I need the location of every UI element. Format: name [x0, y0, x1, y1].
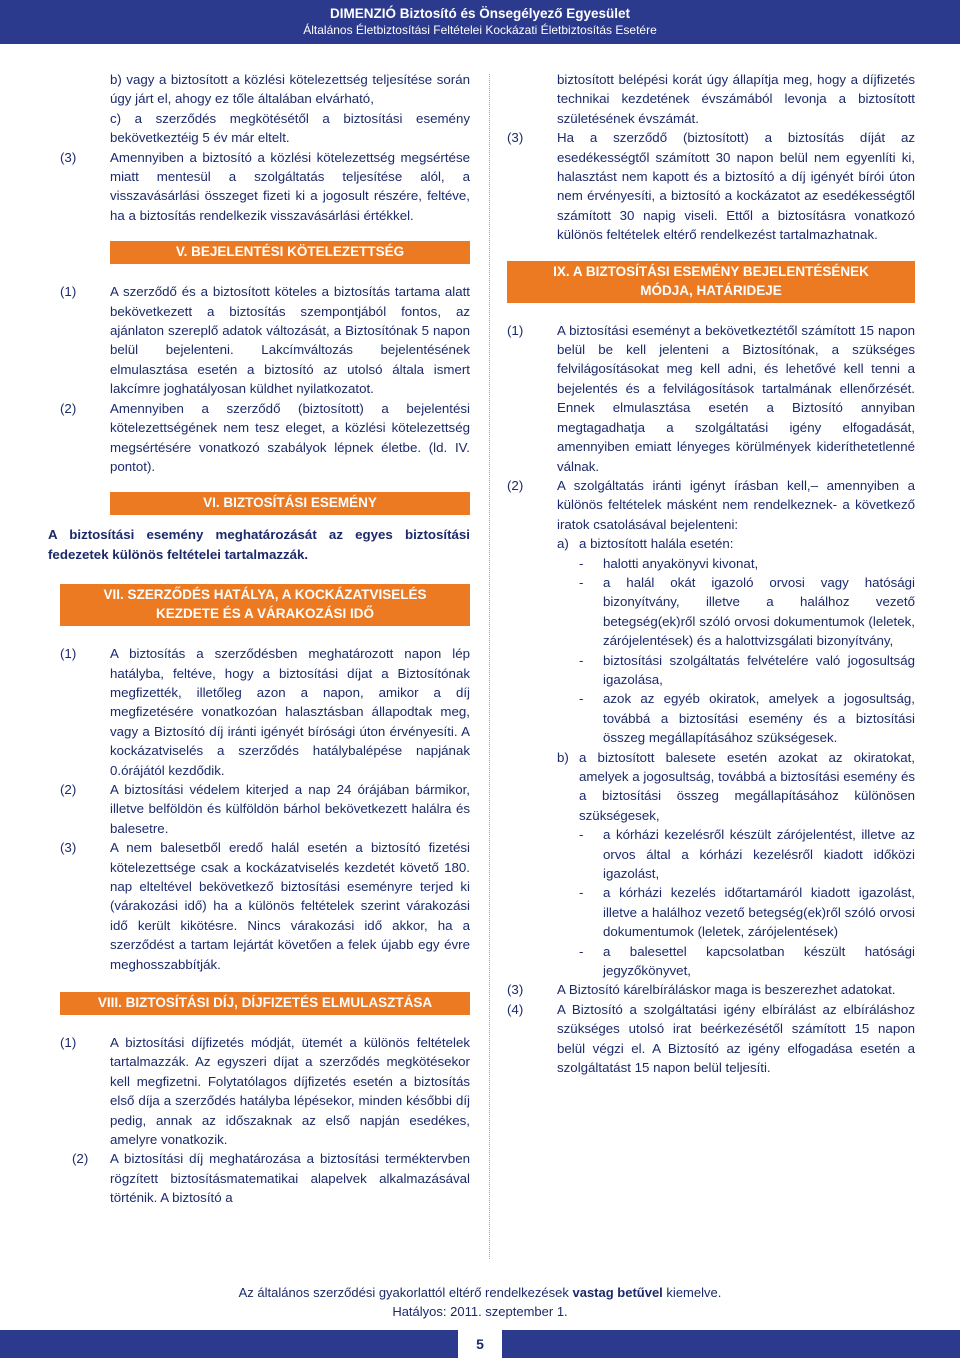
header-brand: DIMENZIÓ — [329, 6, 396, 21]
paragraph-number: (2) — [72, 1151, 89, 1167]
paragraph-number: (2) — [60, 781, 77, 797]
sec9-paragraph-3 — [507, 980, 915, 999]
list-text: halotti anyakönyvi kivonat, — [603, 555, 759, 571]
section-9-title — [507, 261, 915, 303]
dash-marker: - — [579, 827, 584, 843]
sec9-paragraph-1 — [507, 321, 915, 476]
paragraph-text: A biztosítási védelem kiterjed a nap 24 órájában bármikor, illetve belföldön és külföldön bárhol bekövetkezett halálra és balesetre. — [110, 781, 470, 836]
list-text: a kórházi kezelésről készült zárójelentést, illetve az orvos által a kórházi kezelésről kiadott időközi igazolást, — [603, 827, 915, 882]
dash-marker: - — [579, 652, 584, 668]
paragraph-number: (1) — [507, 322, 524, 338]
paragraph-cont-c: c) a szerződés megkötésétől a biztosítási esemény bekövetkeztéig 5 év már eltelt. — [110, 110, 470, 146]
page-header — [0, 0, 960, 44]
paragraph-text: Amennyiben a biztosító a közlési kötelezettség megsértése miatt mentesül a szolgáltatás teljesítése alól, a visszavásárlási összeget fizeti ki a jogosult részére, feltéve, ha a biztosítás rendelkezik visszavásárlási értékkel. — [110, 149, 470, 223]
paragraph-text: A Biztosító kárelbíráláskor maga is beszerezhet adatokat. — [557, 982, 896, 998]
paragraph-number: (1) — [60, 646, 77, 662]
list-text: a biztosított balesete esetén azokat az okiratokat, amelyek a jogosultság, továbbá a biztosítási esemény és a biztosítási összeg megállapításához különösen szükségesek, — [579, 749, 915, 823]
list-item — [579, 651, 915, 690]
list-text: a halál okát igazoló orvosi vagy hatósági bizonyítvány, illetve a halálhoz vezető betegség(ek)ről szóló orvosi dokumentumok (leletek, zárójelentések) és a halottvizsgálati bizonyítvány, — [603, 574, 915, 649]
paragraph-3 — [507, 128, 915, 244]
paragraph-number: (3) — [60, 149, 77, 165]
sec7-paragraph-1 — [60, 644, 470, 780]
dash-marker: - — [579, 555, 584, 571]
sec9-paragraph-4 — [507, 1000, 915, 1078]
paragraph-text: Amennyiben a szerződő (biztosított) a bejelentési kötelezettségének nem tesz eleget, a közlési kötelezettség megsértésére vonatkozó szabályok lépnek életbe. (ld. IV. pontot). — [110, 400, 470, 474]
paragraph-text: A biztosítási díjfizetés módját, ütemét a különös feltételek tartalmazzák. Az egyszeri díjat a szerződés megkötésekor kell megfizetni. Folytatólagos díjfizetés esetén a biztosítás első díja a szerződés hatályba lépésekor, minden későbbi díj pedig, annak az időszaknak az első napján esedékes, amelyre vonatkozik. — [110, 1035, 470, 1148]
list-text: a kórházi kezelés időtartamáról kiadott igazolást, illetve a halálhoz vezető betegség(ek)ről szóló orvosi dokumentumok (leletek, zárójelentések) — [603, 885, 915, 940]
dash-marker: - — [579, 885, 584, 901]
footer-note-a: Az általános szerződési gyakorlattól eltérő rendelkezések — [238, 1285, 573, 1300]
right-column — [507, 70, 915, 1078]
paragraph-number: (3) — [507, 982, 524, 998]
list-text: a balesettel kapcsolatban készült hatósági jegyzőkönyvet, — [603, 943, 915, 979]
sec8-paragraph-1 — [60, 1033, 470, 1149]
header-title — [0, 0, 960, 22]
header-subtitle: Általános Életbiztosítási Feltételei Kockázati Életbiztosítás Esetére — [303, 23, 657, 37]
list-item — [579, 825, 915, 883]
footer-note — [0, 1283, 960, 1302]
section-8-title: VIII. BIZTOSÍTÁSI DÍJ, DÍJFIZETÉS ELMULASZTÁSA — [60, 992, 470, 1015]
list-letter: b) — [557, 749, 569, 765]
header-company: Biztosító és Önsegélyező Egyesület — [395, 6, 631, 21]
page-footer — [0, 1283, 960, 1321]
paragraph-number: (2) — [60, 400, 77, 416]
paragraph-text: A szolgáltatás iránti igényt írásban kell,– amennyiben a különös feltételek másként nem rendelkeznek- a következő iratok csatolásával bejelenteni: — [557, 477, 915, 532]
list-text: azok az egyéb okiratok, amelyek a jogosultság, továbbá a biztosítási esemény és a biztosítási összeg megállapításához szükségesek. — [603, 691, 915, 746]
footer-effective-date: Hatályos: 2011. szeptember 1. — [392, 1304, 568, 1319]
section-9-title-line1: IX. A BIZTOSÍTÁSI ESEMÉNY BEJELENTÉSÉNEK — [553, 263, 869, 279]
footer-note-c: kiemelve. — [662, 1285, 722, 1300]
paragraph-cont: biztosított belépési korát úgy állapítja meg, hogy a díjfizetés technikai kezdetének évszámából levonja a biztosított születésének évszámát. — [557, 72, 915, 126]
sec5-paragraph-2 — [60, 399, 470, 477]
list-text: a biztosított halála esetén: — [579, 536, 734, 552]
paragraph-text: Ha a szerződő (biztosított) a biztosítás díját az esedékességtől számított 30 napon belül nem egyenlíti ki, halasztást nem kapott és a biztosító a díj igényét bírói úton nem érvényesíti, a biztosító a kockázatot az esedékességtől számított 30 napig viseli. Ettől a biztosításra vonatkozó különös feltételek eltérő rendelkezést tartalmazhatnak. — [557, 130, 915, 243]
list-item-b — [557, 748, 915, 826]
sec8-paragraph-2 — [60, 1149, 470, 1207]
list-item — [579, 689, 915, 747]
page-number: 5 — [458, 1330, 502, 1358]
list-item — [579, 942, 915, 981]
section-7-title — [60, 584, 470, 626]
list-item-a — [557, 534, 915, 553]
list-letter: a) — [557, 536, 569, 552]
paragraph-number: (1) — [60, 1035, 77, 1051]
sec9-paragraph-2 — [507, 476, 915, 981]
paragraph-number: (2) — [507, 477, 524, 493]
sec5-paragraph-1 — [60, 282, 470, 398]
list-text: biztosítási szolgáltatás felvételére való jogosultság igazolása, — [603, 652, 915, 687]
paragraph-text: A nem balesetből eredő halál esetén a biztosító fizetési kötelezettsége csak a kockázatviselés kezdetét követő 180. nap elteltével bekövetkező biztosítási eseményre terjed ki (várakozási idő) ha a különös feltételek szerint várakozási idő került kikötésre. Nincs várakozási idő akkor, ha a szerződést a tartam lejártát követően a felek újabb egy évre meghosszabbítják. — [110, 840, 470, 972]
section-7-title-line2: KEZDETE ÉS A VÁRAKOZÁSI IDŐ — [155, 606, 375, 622]
paragraph-text: A szerződő és a biztosított köteles a biztosítás tartama alatt bekövetkezett a biztosítás szempontjából fontos, az ajánlaton szereplő adatok változását, a Biztosítónak 5 napon belül bejelenteni. Lakcímváltozás bejelentésének elmulasztása esetén a biztosító az utolsó általa ismert lakcímre joghatályosan küldhet nyilatkozatot. — [110, 284, 470, 397]
left-column — [48, 70, 470, 1208]
sec7-paragraph-3 — [60, 838, 470, 974]
dash-marker: - — [579, 943, 584, 959]
section-6-text: A biztosítási esemény meghatározását az egyes biztosítási fedezetek különös feltételei tartalmazzák. — [48, 527, 470, 562]
section-7-title-line1: VII. SZERZŐDÉS HATÁLYA, A KOCKÁZATVISELÉS — [103, 587, 427, 603]
paragraph-text: A biztosítás a szerződésben meghatározott napon lép hatályba, feltéve, hogy a biztosítási díjat a Biztosítónak megfizették, illetőleg azon a napon, amikor a díj megfizetésére vonatkozóan halasztásban állapodtak meg, vagy a Biztosító díj iránti igényét bírósági úton érvényesíti. A kockázatviselés a szerződés hatálybalépése napjának 0.órájától kezdődik. — [110, 646, 470, 778]
dash-marker: - — [579, 691, 584, 707]
sec7-paragraph-2 — [60, 780, 470, 838]
paragraph-cont-b: b) vagy a biztosított a közlési kötelezettség teljesítése során úgy járt el, ahogy ez tőle általában elvárható, — [110, 72, 470, 107]
paragraph-number: (4) — [507, 1001, 524, 1017]
column-divider — [489, 74, 490, 1259]
list-item — [579, 573, 915, 651]
list-item — [579, 554, 915, 573]
list-item — [579, 883, 915, 941]
paragraph-number: (3) — [507, 130, 524, 146]
paragraph-text: A biztosítási díj meghatározása a biztosítási terméktervben rögzített biztosításmatematikai alapelvek alkalmazásával történik. A biztosító a — [110, 1151, 470, 1206]
paragraph-text: A biztosítási eseményt a bekövetkeztétől számított 15 napon belül be kell jelenteni a Biztosítónak, a szükséges felvilágosításokat meg kell adni, és lehetővé kell tenni a bejelentés és a felvilágosítások tartalmának ellenőrzését. Ennek elmulasztása esetén a Biztosító annyiban megtagadhatja a szolgáltatási igény elfogadását, amennyiben emiatt lényeges körülmények kideríthetetlenné válnak. — [557, 322, 915, 474]
paragraph-text: A Biztosító a szolgáltatási igény elbírálást az elbíráláshoz szükséges utolsó irat beérkezésétől számított 15 napon belül végzi el. A Biztosító az igény elfogadása esetén a szolgáltatást 15 napon belül teljesíti. — [557, 1001, 915, 1076]
section-9-title-line2: MÓDJA, HATÁRIDEJE — [640, 282, 782, 298]
footer-note-bold: vastag betűvel — [572, 1285, 663, 1300]
paragraph-number: (3) — [60, 840, 77, 856]
paragraph-number: (1) — [60, 284, 77, 300]
paragraph-3 — [60, 148, 470, 226]
section-6-title: VI. BIZTOSÍTÁSI ESEMÉNY — [110, 492, 470, 515]
section-5-title: V. BEJELENTÉSI KÖTELEZETTSÉG — [110, 241, 470, 264]
dash-marker: - — [579, 574, 584, 590]
